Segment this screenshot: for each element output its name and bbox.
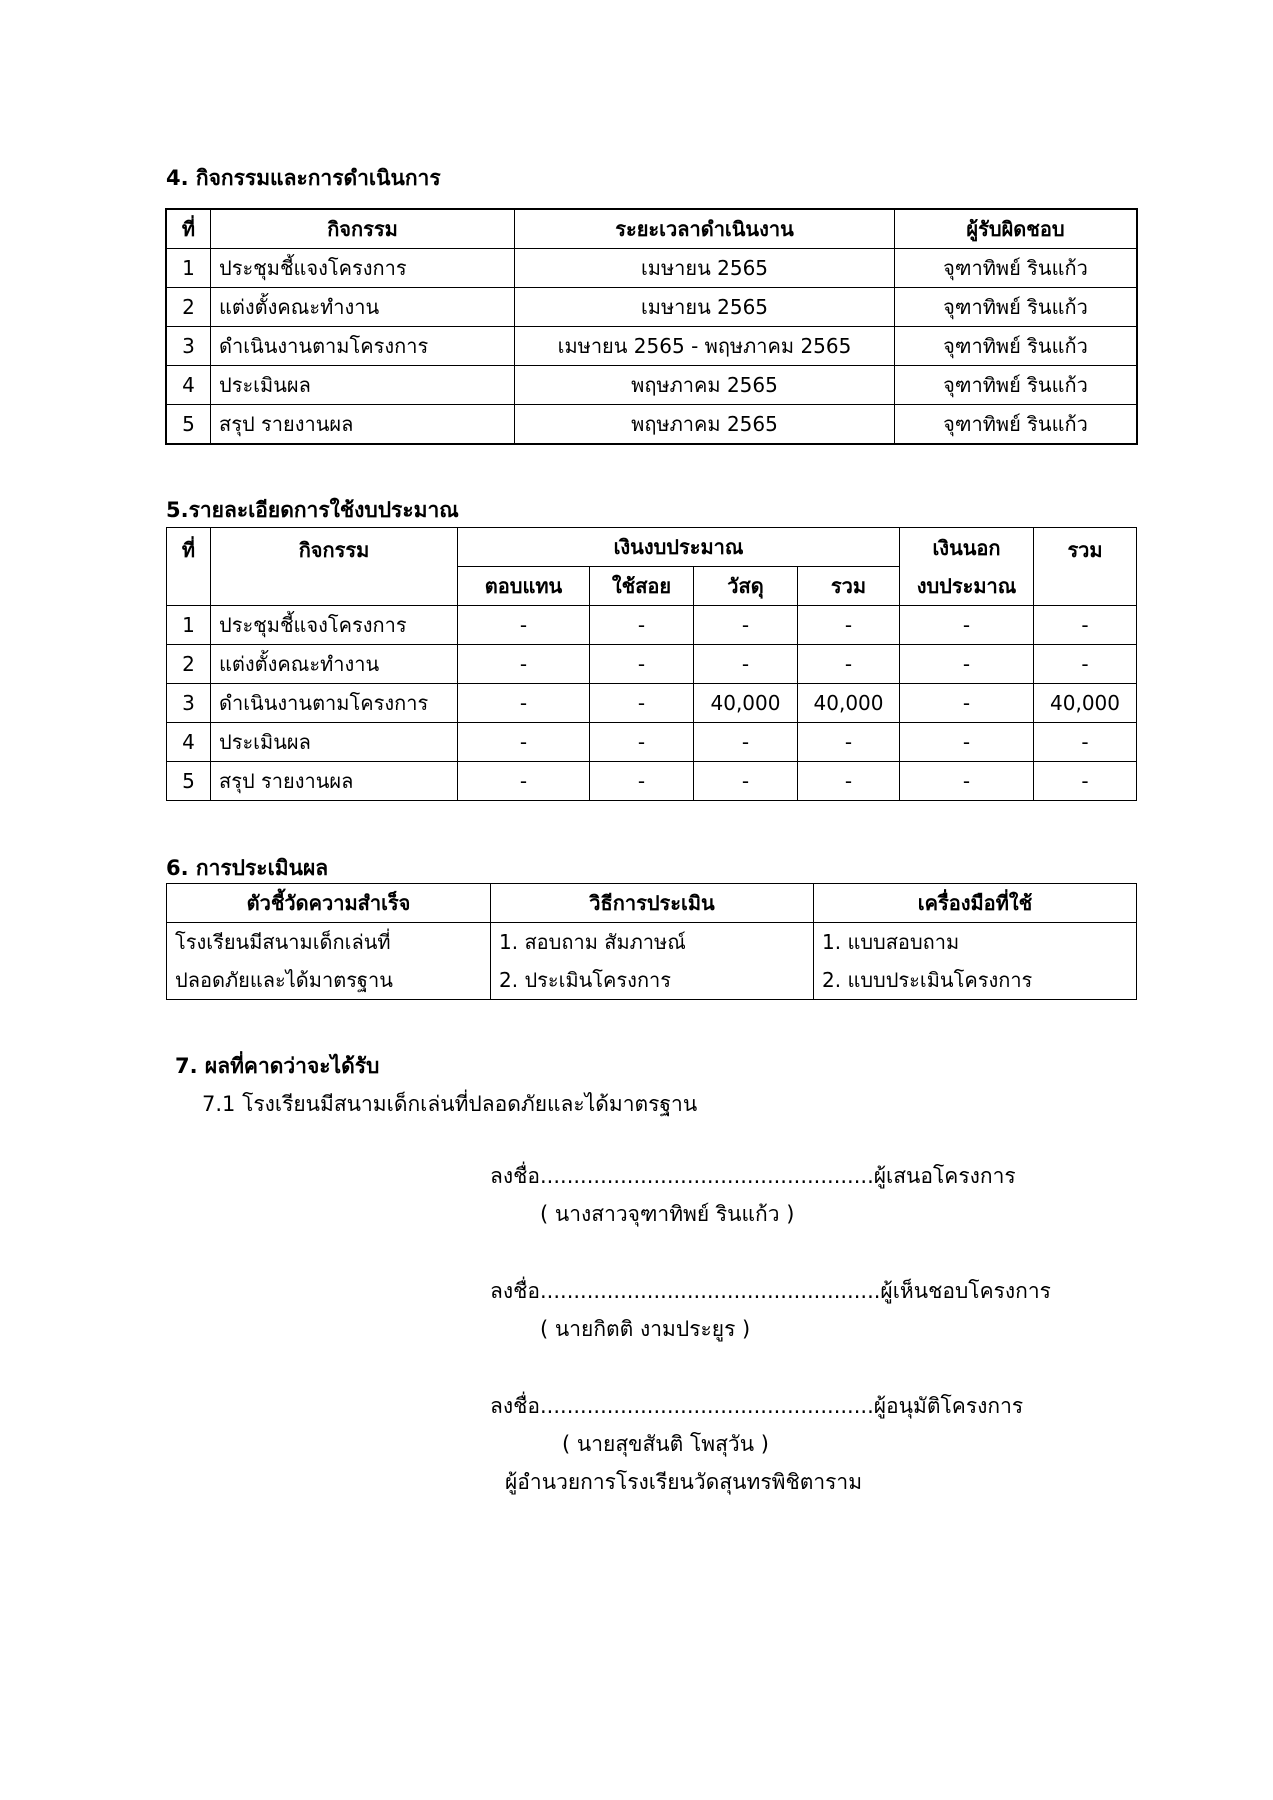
signature-approver-line: ลงชื่อ...................................................ผู้เห็นชอบโครงการ [490, 1279, 1051, 1303]
tool-line-1: 1. แบบสอบถาม [822, 930, 960, 954]
row-compensation: - [458, 723, 590, 762]
row-activity: สรุป รายงานผล [211, 762, 458, 801]
row-expenses: - [590, 606, 694, 645]
row-owner: จุฑาทิพย์ รินแก้ว [895, 249, 1137, 288]
signature-proposer-line: ลงชื่อ..................................................ผู้เสนอโครงการ [490, 1164, 1016, 1188]
method-cell [491, 923, 814, 1000]
row-activity: ประชุมชี้แจงโครงการ [211, 249, 515, 288]
section4-heading: 4. กิจกรรมและการดำเนินการ [166, 166, 441, 190]
method-line-2: 2. ประเมินโครงการ [499, 968, 672, 992]
table-row [167, 288, 1137, 327]
signature-proposer-name: ( นางสาวจุฑาทิพย์ รินแก้ว ) [540, 1202, 795, 1226]
header-compensation: ตอบแทน [458, 567, 590, 606]
row-period: เมษายน 2565 [515, 249, 895, 288]
row-total: - [1034, 723, 1137, 762]
evaluation-table-header [167, 884, 1137, 923]
row-owner: จุฑาทิพย์ รินแก้ว [895, 327, 1137, 366]
row-subtotal: - [798, 606, 900, 645]
tool-line-2: 2. แบบประเมินโครงการ [822, 968, 1033, 992]
budget-table-header-top [167, 528, 1137, 567]
row-compensation: - [458, 684, 590, 723]
signature-director-name: ( นายสุขสันติ โพสุวัน ) [562, 1432, 769, 1456]
row-activity: สรุป รายงานผล [211, 405, 515, 444]
tool-cell [814, 923, 1137, 1000]
header-outside-line2: งบประมาณ [916, 573, 1017, 598]
row-activity: ดำเนินงานตามโครงการ [211, 327, 515, 366]
header-total: รวม [1034, 528, 1137, 606]
row-outside: - [900, 762, 1034, 801]
row-outside: - [900, 684, 1034, 723]
row-total: - [1034, 762, 1137, 801]
header-outside-line1: เงินนอก [932, 535, 1001, 560]
table-row [167, 249, 1137, 288]
row-activity: ประเมินผล [211, 723, 458, 762]
header-indicator: ตัวชี้วัดความสำเร็จ [167, 884, 491, 923]
row-subtotal: - [798, 645, 900, 684]
header-owner: ผู้รับผิดชอบ [895, 210, 1137, 249]
signature-approver-name: ( นายกิตติ งามประยูร ) [540, 1317, 751, 1341]
row-materials: 40,000 [694, 684, 798, 723]
row-owner: จุฑาทิพย์ รินแก้ว [895, 405, 1137, 444]
row-compensation: - [458, 606, 590, 645]
row-expenses: - [590, 684, 694, 723]
row-period: เมษายน 2565 - พฤษภาคม 2565 [515, 327, 895, 366]
signature-director-position: ผู้อำนวยการโรงเรียนวัดสุนทรพิชิตาราม [505, 1470, 863, 1494]
method-line-1: 1. สอบถาม สัมภาษณ์ [499, 930, 686, 954]
table-row [167, 366, 1137, 405]
row-outside: - [900, 606, 1034, 645]
indicator-line-2: ปลอดภัยและได้มาตรฐาน [175, 968, 393, 992]
row-no: 5 [167, 405, 211, 444]
header-activity: กิจกรรม [211, 210, 515, 249]
table-row [167, 684, 1137, 723]
row-owner: จุฑาทิพย์ รินแก้ว [895, 366, 1137, 405]
row-subtotal: 40,000 [798, 684, 900, 723]
row-no: 3 [167, 684, 211, 723]
row-activity: ประเมินผล [211, 366, 515, 405]
row-owner: จุฑาทิพย์ รินแก้ว [895, 288, 1137, 327]
row-outside: - [900, 723, 1034, 762]
row-no: 4 [167, 366, 211, 405]
table-row [167, 645, 1137, 684]
table-row [167, 723, 1137, 762]
header-activity: กิจกรรม [211, 528, 458, 606]
table-row [167, 327, 1137, 366]
row-no: 2 [167, 288, 211, 327]
indicator-line-1: โรงเรียนมีสนามเด็กเล่นที่ [175, 930, 391, 954]
budget-table [166, 527, 1137, 801]
activity-table-header [167, 210, 1137, 249]
row-activity: ดำเนินงานตามโครงการ [211, 684, 458, 723]
row-no: 4 [167, 723, 211, 762]
row-activity: แต่งตั้งคณะทำงาน [211, 645, 458, 684]
row-total: - [1034, 606, 1137, 645]
indicator-cell [167, 923, 491, 1000]
row-no: 1 [167, 249, 211, 288]
row-compensation: - [458, 762, 590, 801]
row-period: พฤษภาคม 2565 [515, 366, 895, 405]
evaluation-table [166, 883, 1137, 1000]
signature-director-line: ลงชื่อ..................................................ผู้อนุมัติโครงการ [490, 1394, 1024, 1418]
section5-heading: 5.รายละเอียดการใช้งบประมาณ [166, 498, 459, 522]
section6-heading: 6. การประเมินผล [166, 856, 329, 880]
activity-table [166, 209, 1137, 444]
row-materials: - [694, 723, 798, 762]
table-row [167, 606, 1137, 645]
row-expenses: - [590, 645, 694, 684]
header-outside-budget [900, 528, 1034, 606]
row-materials: - [694, 762, 798, 801]
header-subtotal: รวม [798, 567, 900, 606]
table-row [167, 405, 1137, 444]
row-expenses: - [590, 762, 694, 801]
row-materials: - [694, 606, 798, 645]
row-no: 2 [167, 645, 211, 684]
row-total: - [1034, 645, 1137, 684]
row-subtotal: - [798, 762, 900, 801]
row-no: 1 [167, 606, 211, 645]
header-no: ที่ [167, 528, 211, 606]
header-budget: เงินงบประมาณ [458, 528, 900, 567]
header-no: ที่ [167, 210, 211, 249]
header-period: ระยะเวลาดำเนินงาน [515, 210, 895, 249]
header-expenses: ใช้สอย [590, 567, 694, 606]
row-expenses: - [590, 723, 694, 762]
header-method: วิธีการประเมิน [491, 884, 814, 923]
table-row [167, 762, 1137, 801]
row-no: 5 [167, 762, 211, 801]
row-compensation: - [458, 645, 590, 684]
row-outside: - [900, 645, 1034, 684]
row-total: 40,000 [1034, 684, 1137, 723]
expected-result-item: 7.1 โรงเรียนมีสนามเด็กเล่นที่ปลอดภัยและได้มาตรฐาน [202, 1092, 698, 1116]
row-activity: แต่งตั้งคณะทำงาน [211, 288, 515, 327]
row-no: 3 [167, 327, 211, 366]
row-period: พฤษภาคม 2565 [515, 405, 895, 444]
row-activity: ประชุมชี้แจงโครงการ [211, 606, 458, 645]
row-subtotal: - [798, 723, 900, 762]
row-materials: - [694, 645, 798, 684]
section7-heading: 7. ผลที่คาดว่าจะได้รับ [175, 1054, 380, 1078]
row-period: เมษายน 2565 [515, 288, 895, 327]
header-tool: เครื่องมือที่ใช้ [814, 884, 1137, 923]
table-row [167, 923, 1137, 1000]
header-materials: วัสดุ [694, 567, 798, 606]
